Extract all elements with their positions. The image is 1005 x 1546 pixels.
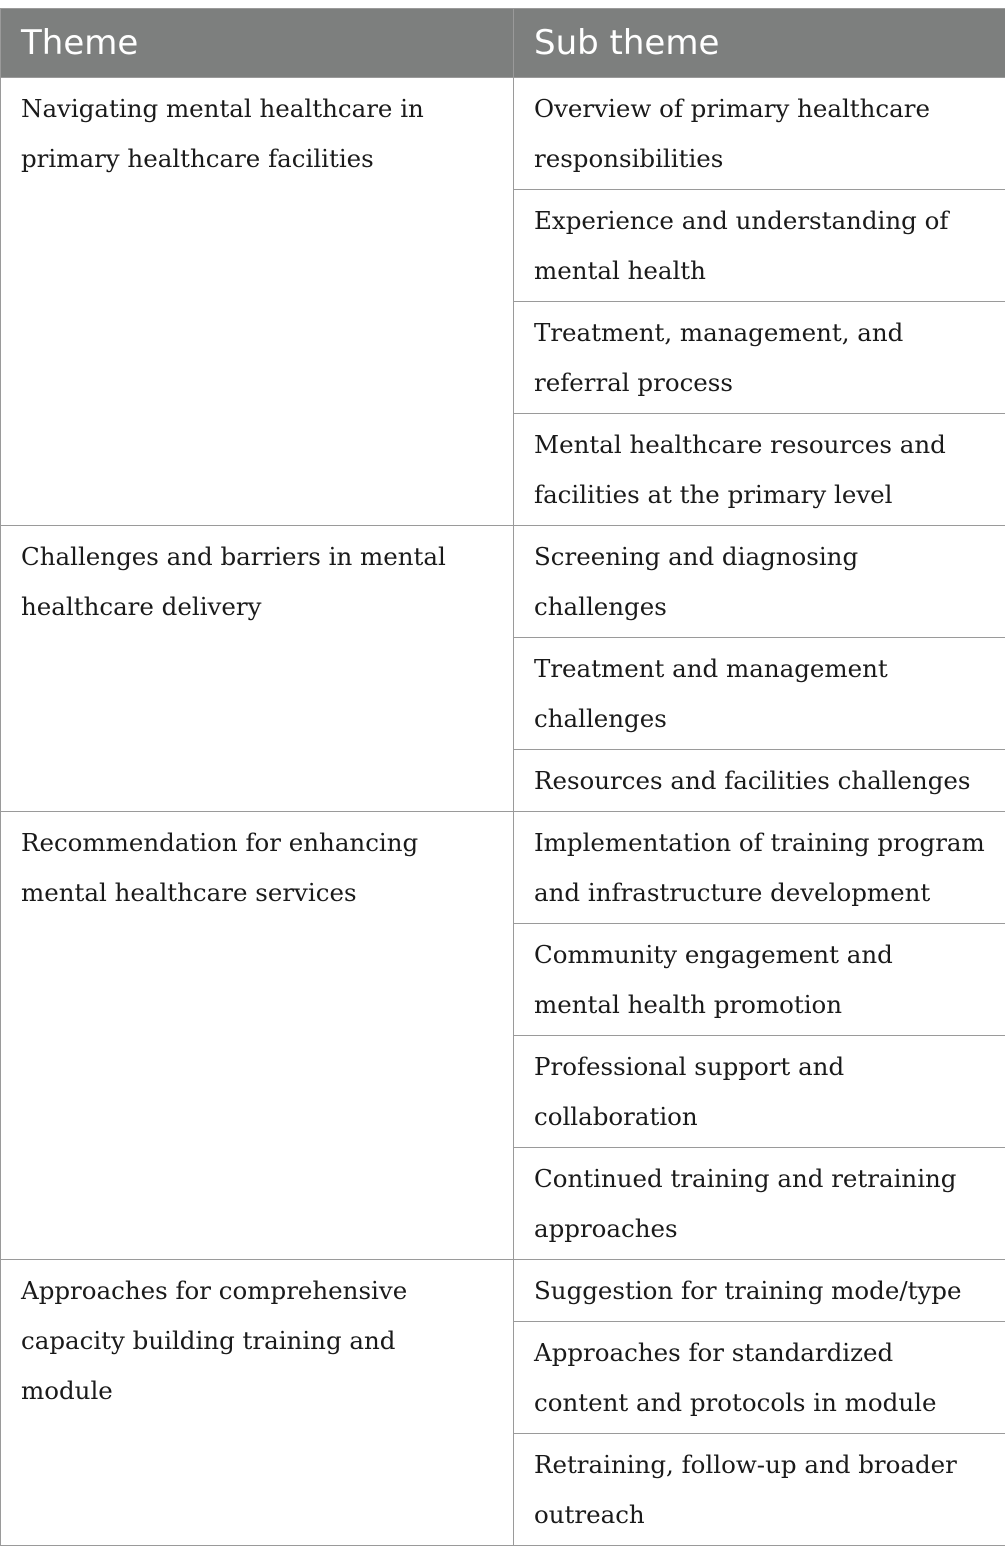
header-theme: Theme [1, 9, 514, 78]
subtheme-cell: Experience and understanding of mental health [514, 190, 1005, 302]
table-row [1, 812, 1005, 924]
table-row [1, 78, 1005, 190]
subtheme-cell: Implementation of training program and infrastructure development [514, 812, 1005, 924]
theme-cell: Approaches for comprehensive capacity building training and module [1, 1260, 514, 1546]
subtheme-cell: Treatment, management, and referral process [514, 302, 1005, 414]
subtheme-cell: Overview of primary healthcare responsibilities [514, 78, 1005, 190]
table-row [1, 526, 1005, 638]
table-body [1, 78, 1005, 1546]
theme-cell: Navigating mental healthcare in primary healthcare facilities [1, 78, 514, 526]
theme-cell: Challenges and barriers in mental healthcare delivery [1, 526, 514, 812]
subtheme-cell: Retraining, follow-up and broader outreach [514, 1434, 1005, 1546]
header-sub-theme: Sub theme [514, 9, 1005, 78]
subtheme-cell: Screening and diagnosing challenges [514, 526, 1005, 638]
subtheme-cell: Suggestion for training mode/type [514, 1260, 1005, 1322]
subtheme-cell: Community engagement and mental health promotion [514, 924, 1005, 1036]
table-header [1, 9, 1005, 78]
subtheme-cell: Continued training and retraining approaches [514, 1148, 1005, 1260]
table-row [1, 1260, 1005, 1322]
themes-table [0, 8, 1005, 1546]
subtheme-cell: Professional support and collaboration [514, 1036, 1005, 1148]
subtheme-cell: Resources and facilities challenges [514, 750, 1005, 812]
header-row [1, 9, 1005, 78]
subtheme-cell: Treatment and management challenges [514, 638, 1005, 750]
theme-cell: Recommendation for enhancing mental healthcare services [1, 812, 514, 1260]
subtheme-cell: Mental healthcare resources and facilities at the primary level [514, 414, 1005, 526]
subtheme-cell: Approaches for standardized content and protocols in module [514, 1322, 1005, 1434]
